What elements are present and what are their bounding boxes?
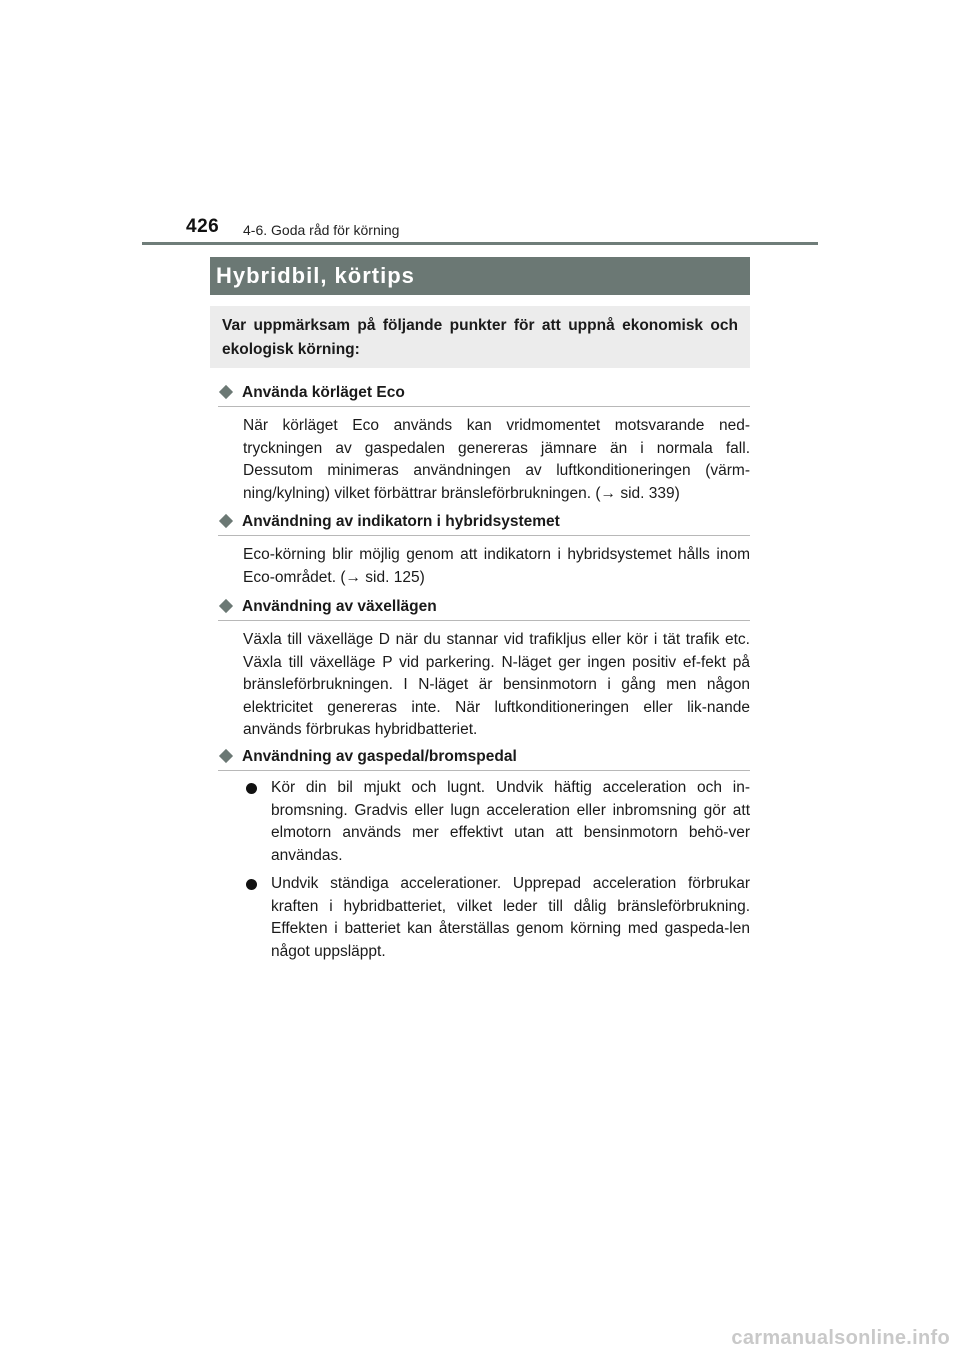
bullet-dot-icon xyxy=(246,879,257,890)
section-heading-text: Använda körläget Eco xyxy=(242,384,405,401)
section-heading xyxy=(218,596,750,621)
diamond-bullet-icon xyxy=(219,749,233,763)
diamond-bullet-icon xyxy=(219,599,233,613)
section-gear-positions xyxy=(218,596,750,742)
section-heading-text: Användning av indikatorn i hybridsystemet xyxy=(242,513,560,530)
intro-text: Var uppmärksam på följande punkter för att uppnå ekonomisk och ekologisk körning: xyxy=(222,317,738,358)
section-eco-mode xyxy=(218,382,750,505)
footer-watermark: carmanualsonline.info xyxy=(731,1327,950,1349)
header-rule xyxy=(142,242,818,245)
bullet-dot-icon xyxy=(246,783,257,794)
section-heading-text: Användning av växellägen xyxy=(242,598,437,615)
section-heading xyxy=(218,382,750,407)
section-heading-text: Användning av gaspedal/bromspedal xyxy=(242,748,517,765)
bullet-text: Kör din bil mjukt och lugnt. Undvik häftig acceleration och in-bromsning. Gradvis eller lugn acceleration eller inbromsning gör att elmotorn används mer effektivt utan att bensinmotorn behö-ver användas. xyxy=(271,779,750,864)
diamond-bullet-icon xyxy=(219,514,233,528)
section-body: Växla till växelläge D när du stannar vid trafikljus eller kör i tät trafik etc. Växla till växelläge P vid parkering. N-läget ger ingen positiv ef-fekt på bränsleförbrukningen. I N-läget är bensinmotorn i gång men någon elektricitet genereras inte. När luftkonditioneringen eller lik-nande används förbrukas hybridbatteriet. xyxy=(243,631,750,738)
section-pedals xyxy=(218,746,750,963)
section-label: 4-6. Goda råd för körning xyxy=(243,222,400,238)
page-number: 426 xyxy=(186,216,220,237)
diamond-bullet-icon xyxy=(219,385,233,399)
bullet-item xyxy=(243,873,750,963)
section-body: När körläget Eco används kan vridmomentet motsvarande ned-tryckningen av gaspedalen genereras jämnare än i normala fall. Dessutom minimeras användningen av luftkonditioneringen (värm-ning/kylning) vilket förbättrar bränsleförbrukningen. (→ sid. 339) xyxy=(243,417,750,502)
bullet-item xyxy=(243,777,750,867)
section-hybrid-indicator xyxy=(218,511,750,589)
page-title: Hybridbil, körtips xyxy=(210,257,750,295)
bullet-text: Undvik ständiga accelerationer. Upprepad acceleration förbrukar kraften i hybridbatteriet, vilket leder till dålig bränsleförbrukning. Effekten i batteriet kan återställas genom körning med gaspeda-len något uppsläppt. xyxy=(271,875,750,960)
intro-box xyxy=(210,306,750,368)
section-heading xyxy=(218,511,750,536)
section-body: Eco-körning blir möjlig genom att indikatorn i hybridsystemet hålls inom Eco-området. (→ sid. 125) xyxy=(243,546,750,586)
section-heading xyxy=(218,746,750,771)
